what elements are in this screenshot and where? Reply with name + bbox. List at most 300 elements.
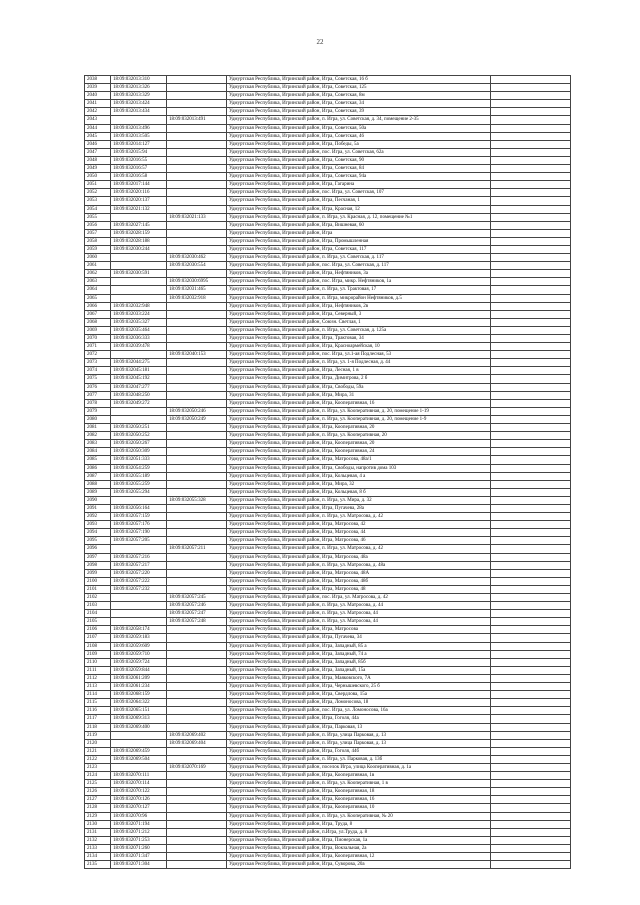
premises-cadastral-cell: 18:09:032070:169 (167, 763, 227, 771)
address-cell: Удмуртская Республика, Игринский район, п. Игра, ул. Кооперативная, д. 20, помещение 1-9 (227, 415, 491, 423)
land-cadastral-cell: 18:09:032057:216 (111, 553, 167, 561)
notes-cell (491, 480, 571, 488)
row-number-cell: 2065 (85, 294, 111, 302)
row-number-cell: 2126 (85, 788, 111, 796)
row-number-cell: 2095 (85, 537, 111, 545)
address-cell: Удмуртская Республика, Игринский район, п. Игра, улица Парковая, д. 13 (227, 731, 491, 739)
premises-cadastral-cell (167, 318, 227, 326)
address-cell: Удмуртская Республика, Игринский район, Игра, Советская, 117 (227, 245, 491, 253)
land-cadastral-cell: 18:09:032069:504 (111, 755, 167, 763)
notes-cell (491, 237, 571, 245)
address-cell: Удмуртская Республика, Игринский район, п. Игра, улица Парковая, д. 13 (227, 739, 491, 747)
premises-cadastral-cell (167, 343, 227, 351)
land-cadastral-cell: 18:09:032048:250 (111, 391, 167, 399)
premises-cadastral-cell (167, 100, 227, 108)
address-cell: Удмуртская Республика, Игринский район, Игра, Кооперативная, 20 (227, 424, 491, 432)
table-row (85, 642, 571, 650)
premises-cadastral-cell (167, 861, 227, 869)
row-number-cell: 2107 (85, 634, 111, 642)
row-number-cell: 2105 (85, 618, 111, 626)
notes-cell (491, 853, 571, 861)
notes-cell (491, 440, 571, 448)
table-row (85, 650, 571, 658)
land-cadastral-cell: 18:09:032016:57 (111, 165, 167, 173)
premises-cadastral-cell (167, 723, 227, 731)
row-number-cell: 2075 (85, 375, 111, 383)
row-number-cell: 2116 (85, 707, 111, 715)
property-table (84, 75, 571, 869)
row-number-cell: 2088 (85, 480, 111, 488)
table-row (85, 658, 571, 666)
row-number-cell: 2071 (85, 343, 111, 351)
table-row (85, 836, 571, 844)
land-cadastral-cell: 18:09:032049:272 (111, 399, 167, 407)
row-number-cell: 2041 (85, 100, 111, 108)
table-row (85, 812, 571, 820)
notes-cell (491, 124, 571, 132)
row-number-cell: 2114 (85, 691, 111, 699)
notes-cell (491, 683, 571, 691)
notes-cell (491, 165, 571, 173)
address-cell: Удмуртская Республика, Игринский район, пос. Игра, ул.1-ая Подлесная, 53 (227, 351, 491, 359)
premises-cadastral-cell: 18:09:032057:246 (167, 602, 227, 610)
notes-cell (491, 76, 571, 84)
row-number-cell: 2087 (85, 472, 111, 480)
address-cell: Удмуртская Республика, Игринский район, п. Игра, ул. Красная, д. 12, помещение №1 (227, 213, 491, 221)
land-cadastral-cell (111, 278, 167, 286)
notes-cell (491, 496, 571, 504)
address-cell: Удмуртская Республика, Игринский район, Игра, Нефтяников, 3а (227, 270, 491, 278)
address-cell: Удмуртская Республика, Игринский район, п. Игра, ул. Советская, д. 125а (227, 326, 491, 334)
land-cadastral-cell: 18:09:032014:127 (111, 140, 167, 148)
notes-cell (491, 456, 571, 464)
land-cadastral-cell (111, 351, 167, 359)
land-cadastral-cell: 18:09:032020:137 (111, 197, 167, 205)
premises-cadastral-cell (167, 642, 227, 650)
row-number-cell: 2074 (85, 367, 111, 375)
row-number-cell: 2059 (85, 245, 111, 253)
address-cell: Удмуртская Республика, Игринский район, п. Игра, ул. Матросова, д. 48а (227, 561, 491, 569)
premises-cadastral-cell (167, 691, 227, 699)
table-row (85, 755, 571, 763)
table-row (85, 197, 571, 205)
notes-cell (491, 545, 571, 553)
row-number-cell: 2078 (85, 399, 111, 407)
table-row (85, 585, 571, 593)
address-cell: Удмуртская Республика, Игринский район, п. Игра, ул. Трактовая, 17 (227, 286, 491, 294)
notes-cell (491, 521, 571, 529)
land-cadastral-cell: 18:09:032016:55 (111, 156, 167, 164)
land-cadastral-cell: 18:09:032036:333 (111, 335, 167, 343)
address-cell: Удмуртская Республика, Игринский район, пос. Игра, ул. Советская, д. 117 (227, 262, 491, 270)
land-cadastral-cell: 18:09:032069:400 (111, 723, 167, 731)
premises-cadastral-cell (167, 432, 227, 440)
notes-cell (491, 699, 571, 707)
premises-cadastral-cell: 18:09:032050:249 (167, 415, 227, 423)
notes-cell (491, 861, 571, 869)
row-number-cell: 2091 (85, 504, 111, 512)
premises-cadastral-cell (167, 92, 227, 100)
row-number-cell: 2063 (85, 278, 111, 286)
notes-cell (491, 254, 571, 262)
row-number-cell: 2099 (85, 569, 111, 577)
address-cell: Удмуртская Республика, Игринский район, Игра, Матросова, 48 (227, 585, 491, 593)
row-number-cell: 2117 (85, 715, 111, 723)
land-cadastral-cell: 18:09:032057:217 (111, 561, 167, 569)
notes-cell (491, 294, 571, 302)
notes-cell (491, 755, 571, 763)
notes-cell (491, 529, 571, 537)
address-cell: Удмуртская Республика, Игринский район, п. Игра, ул. Кооперативная, 1 в (227, 780, 491, 788)
land-cadastral-cell (111, 407, 167, 415)
table-row (85, 229, 571, 237)
row-number-cell: 2112 (85, 674, 111, 682)
row-number-cell: 2072 (85, 351, 111, 359)
premises-cadastral-cell (167, 76, 227, 84)
address-cell: Удмуртская Республика, Игринский район, Игра, Свободы, напротив дома 103 (227, 464, 491, 472)
notes-cell (491, 464, 571, 472)
table-row (85, 496, 571, 504)
premises-cadastral-cell (167, 359, 227, 367)
address-cell: Удмуртская Республика, Игринский район, Игра, Димитрова, 2 б (227, 375, 491, 383)
land-cadastral-cell: 18:09:032035:327 (111, 318, 167, 326)
land-cadastral-cell: 18:09:032056:164 (111, 504, 167, 512)
premises-cadastral-cell (167, 181, 227, 189)
row-number-cell: 2090 (85, 496, 111, 504)
notes-cell (491, 205, 571, 213)
notes-cell (491, 472, 571, 480)
row-number-cell: 2132 (85, 836, 111, 844)
table-row (85, 383, 571, 391)
premises-cadastral-cell (167, 796, 227, 804)
land-cadastral-cell: 18:09:032061:234 (111, 683, 167, 691)
land-cadastral-cell: 18:09:032035:464 (111, 326, 167, 334)
address-cell: Удмуртская Республика, Игринский район, п. Игра, ул. Парковая, д. 13б (227, 755, 491, 763)
land-cadastral-cell: 18:09:032033:224 (111, 310, 167, 318)
table-row (85, 237, 571, 245)
row-number-cell: 2135 (85, 861, 111, 869)
table-row (85, 480, 571, 488)
row-number-cell: 2113 (85, 683, 111, 691)
land-cadastral-cell (111, 496, 167, 504)
notes-cell (491, 796, 571, 804)
notes-cell (491, 504, 571, 512)
premises-cadastral-cell (167, 173, 227, 181)
land-cadastral-cell: 18:09:032045:181 (111, 367, 167, 375)
row-number-cell: 2057 (85, 229, 111, 237)
premises-cadastral-cell (167, 521, 227, 529)
land-cadastral-cell: 18:09:032059:609 (111, 642, 167, 650)
address-cell: Удмуртская Республика, Игринский район, Игра, Советская, 46 (227, 132, 491, 140)
premises-cadastral-cell (167, 828, 227, 836)
table-row (85, 820, 571, 828)
address-cell: Удмуртская Республика, Игринский район, Игра, Кольцевая, 4 а (227, 472, 491, 480)
notes-cell (491, 197, 571, 205)
row-number-cell: 2039 (85, 84, 111, 92)
notes-cell (491, 585, 571, 593)
premises-cadastral-cell (167, 820, 227, 828)
table-row (85, 594, 571, 602)
table-row (85, 148, 571, 156)
notes-cell (491, 399, 571, 407)
land-cadastral-cell: 18:09:032057:220 (111, 569, 167, 577)
address-cell: Удмуртская Республика, Игринский район, п. Игра, ул. Советская, д. 117 (227, 254, 491, 262)
notes-cell (491, 650, 571, 658)
land-cadastral-cell: 18:09:032013:434 (111, 108, 167, 116)
row-number-cell: 2068 (85, 318, 111, 326)
address-cell: Удмуртская Республика, Игринский район, пос. Игра, ул. Советская, 62а (227, 148, 491, 156)
land-cadastral-cell: 18:09:032071:212 (111, 828, 167, 836)
table-row (85, 335, 571, 343)
row-number-cell: 2134 (85, 853, 111, 861)
premises-cadastral-cell: 18:09:032069:404 (167, 739, 227, 747)
land-cadastral-cell: 18:09:032050:309 (111, 448, 167, 456)
address-cell: Удмуртская Республика, Игринский район, Игра (227, 229, 491, 237)
row-number-cell: 2053 (85, 197, 111, 205)
premises-cadastral-cell (167, 464, 227, 472)
address-cell: Удмуртская Республика, Игринский район, Игра, Кольцевая, 8 б (227, 488, 491, 496)
row-number-cell: 2050 (85, 173, 111, 181)
land-cadastral-cell: 18:09:032054:259 (111, 464, 167, 472)
premises-cadastral-cell: 18:09:032057:211 (167, 545, 227, 553)
land-cadastral-cell: 18:09:032070:111 (111, 772, 167, 780)
address-cell: Удмуртская Республика, Игринский район, Игра, Советская, 8м (227, 92, 491, 100)
land-cadastral-cell: 18:09:032070:96 (111, 812, 167, 820)
land-cadastral-cell (111, 610, 167, 618)
premises-cadastral-cell (167, 577, 227, 585)
premises-cadastral-cell: 18:09:032030:554 (167, 262, 227, 270)
notes-cell (491, 561, 571, 569)
notes-cell (491, 642, 571, 650)
land-cadastral-cell (111, 116, 167, 124)
notes-cell (491, 634, 571, 642)
premises-cadastral-cell (167, 448, 227, 456)
table-row (85, 683, 571, 691)
row-number-cell: 2103 (85, 602, 111, 610)
notes-cell (491, 763, 571, 771)
address-cell: Удмуртская Республика, Игринский район, п. Игра, ул. Матросова, д. 42 (227, 513, 491, 521)
premises-cadastral-cell: 18:09:032057:245 (167, 594, 227, 602)
address-cell: Удмуртская Республика, Игринский район, Игра, Гоголя, 44а (227, 715, 491, 723)
premises-cadastral-cell (167, 836, 227, 844)
row-number-cell: 2060 (85, 254, 111, 262)
premises-cadastral-cell (167, 424, 227, 432)
table-row (85, 788, 571, 796)
premises-cadastral-cell: 18:09:032030:462 (167, 254, 227, 262)
address-cell: Удмуртская Республика, Игринский район, Игра, Мира, 31 (227, 391, 491, 399)
premises-cadastral-cell (167, 707, 227, 715)
notes-cell (491, 278, 571, 286)
row-number-cell: 2080 (85, 415, 111, 423)
premises-cadastral-cell (167, 788, 227, 796)
notes-cell (491, 780, 571, 788)
notes-cell (491, 326, 571, 334)
row-number-cell: 2061 (85, 262, 111, 270)
land-cadastral-cell: 18:09:032013:326 (111, 84, 167, 92)
row-number-cell: 2048 (85, 156, 111, 164)
table-row (85, 84, 571, 92)
table-row (85, 407, 571, 415)
premises-cadastral-cell (167, 747, 227, 755)
land-cadastral-cell: 18:09:032070:126 (111, 796, 167, 804)
notes-cell (491, 513, 571, 521)
row-number-cell: 2100 (85, 577, 111, 585)
notes-cell (491, 189, 571, 197)
notes-cell (491, 108, 571, 116)
land-cadastral-cell: 18:09:032071:304 (111, 861, 167, 869)
land-cadastral-cell: 18:09:032027:145 (111, 221, 167, 229)
row-number-cell: 2102 (85, 594, 111, 602)
row-number-cell: 2111 (85, 666, 111, 674)
row-number-cell: 2089 (85, 488, 111, 496)
land-cadastral-cell: 18:09:032021:132 (111, 205, 167, 213)
address-cell: Удмуртская Республика, Игринский район, пос. Игра, ул. Матросова, д. 42 (227, 594, 491, 602)
row-number-cell: 2121 (85, 747, 111, 755)
premises-cadastral-cell (167, 561, 227, 569)
address-cell: Удмуртская Республика, Игринский район, Игра, Матросова, 42 (227, 521, 491, 529)
table-row (85, 399, 571, 407)
table-row (85, 610, 571, 618)
address-cell: Удмуртская Республика, Игринский район, Игра, Советская, 84 (227, 165, 491, 173)
table-row (85, 448, 571, 456)
table-row (85, 796, 571, 804)
land-cadastral-cell (111, 286, 167, 294)
table-row (85, 513, 571, 521)
address-cell: Удмуртская Республика, Игринский район, Игра, Матросова, 48а (227, 553, 491, 561)
table-row (85, 472, 571, 480)
premises-cadastral-cell (167, 221, 227, 229)
address-cell: Удмуртская Республика, Игринский район, Игра, Советская, 39 (227, 108, 491, 116)
address-cell: Удмуртская Республика, Игринский район, Игра, Лесная, 1 в (227, 367, 491, 375)
notes-cell (491, 116, 571, 124)
row-number-cell: 2097 (85, 553, 111, 561)
table-row (85, 270, 571, 278)
row-number-cell: 2045 (85, 132, 111, 140)
notes-cell (491, 335, 571, 343)
address-cell: Удмуртская Республика, Игринский район, Игра, Ломоносова, 18 (227, 699, 491, 707)
premises-cadastral-cell: 18:09:032050:246 (167, 407, 227, 415)
table-row (85, 76, 571, 84)
table-row (85, 181, 571, 189)
address-cell: Удмуртская Республика, Игринский район, Игра, Кооперативная, 10 (227, 804, 491, 812)
notes-cell (491, 302, 571, 310)
land-cadastral-cell: 18:09:032059:724 (111, 658, 167, 666)
row-number-cell: 2062 (85, 270, 111, 278)
premises-cadastral-cell (167, 683, 227, 691)
row-number-cell: 2086 (85, 464, 111, 472)
premises-cadastral-cell (167, 229, 227, 237)
notes-cell (491, 245, 571, 253)
address-cell: Удмуртская Республика, Игринский район, Игра, Парковая, 13 (227, 723, 491, 731)
row-number-cell: 2129 (85, 812, 111, 820)
address-cell: Удмуртская Республика, Игринский район, Игра, Кооперативная, 12 (227, 853, 491, 861)
row-number-cell: 2073 (85, 359, 111, 367)
land-cadastral-cell: 18:09:032017:144 (111, 181, 167, 189)
row-number-cell: 2120 (85, 739, 111, 747)
land-cadastral-cell: 18:09:032069:459 (111, 747, 167, 755)
notes-cell (491, 772, 571, 780)
land-cadastral-cell (111, 415, 167, 423)
table-row (85, 108, 571, 116)
notes-cell (491, 788, 571, 796)
land-cadastral-cell: 18:09:032068:159 (111, 691, 167, 699)
table-row (85, 116, 571, 124)
row-number-cell: 2070 (85, 335, 111, 343)
notes-cell (491, 820, 571, 828)
notes-cell (491, 148, 571, 156)
address-cell: Удмуртская Республика, Игринский район, Игра, Советская, 125 (227, 84, 491, 92)
notes-cell (491, 286, 571, 294)
land-cadastral-cell: 18:09:032057:205 (111, 537, 167, 545)
address-cell: Удмуртская Республика, Игринский район, Игра, Песчаная, 1 (227, 197, 491, 205)
premises-cadastral-cell (167, 626, 227, 634)
premises-cadastral-cell (167, 237, 227, 245)
address-cell: Удмуртская Республика, Игринский район, Игра, Пугачева, 28а (227, 504, 491, 512)
table-row (85, 739, 571, 747)
table-row (85, 254, 571, 262)
notes-cell (491, 618, 571, 626)
table-row (85, 310, 571, 318)
row-number-cell: 2098 (85, 561, 111, 569)
row-number-cell: 2085 (85, 456, 111, 464)
row-number-cell: 2076 (85, 383, 111, 391)
table-row (85, 853, 571, 861)
row-number-cell: 2056 (85, 221, 111, 229)
premises-cadastral-cell (167, 715, 227, 723)
notes-cell (491, 488, 571, 496)
land-cadastral-cell: 18:09:032064:322 (111, 699, 167, 707)
table-row (85, 674, 571, 682)
premises-cadastral-cell (167, 853, 227, 861)
row-number-cell: 2115 (85, 699, 111, 707)
notes-cell (491, 432, 571, 440)
row-number-cell: 2106 (85, 626, 111, 634)
table-row (85, 245, 571, 253)
premises-cadastral-cell (167, 488, 227, 496)
table-row (85, 367, 571, 375)
table-row (85, 772, 571, 780)
notes-cell (491, 658, 571, 666)
address-cell: Удмуртская Республика, Игринский район, Игра, Пионерская, 1а (227, 836, 491, 844)
table-row (85, 521, 571, 529)
table-row (85, 359, 571, 367)
address-cell: Удмуртская Республика, Игринский район, Игра, Мира, 32 (227, 480, 491, 488)
table-row (85, 343, 571, 351)
address-cell: Удмуртская Республика, Игринский район, Игра, Свердлова, 15а (227, 691, 491, 699)
address-cell: Удмуртская Республика, Игринский район, пос. Игра, ул. Советская, 107 (227, 189, 491, 197)
premises-cadastral-cell (167, 780, 227, 788)
address-cell: Удмуртская Республика, Игринский район, Игра, Кооперативная, 24 (227, 448, 491, 456)
table-row (85, 602, 571, 610)
row-number-cell: 2096 (85, 545, 111, 553)
premises-cadastral-cell (167, 124, 227, 132)
premises-cadastral-cell (167, 335, 227, 343)
land-cadastral-cell: 18:09:032050:251 (111, 424, 167, 432)
premises-cadastral-cell (167, 529, 227, 537)
notes-cell (491, 804, 571, 812)
premises-cadastral-cell (167, 553, 227, 561)
address-cell: Удмуртская Республика, Игринский район, Игра, Пугачева, 34 (227, 634, 491, 642)
notes-cell (491, 553, 571, 561)
land-cadastral-cell: 18:09:032032:948 (111, 302, 167, 310)
row-number-cell: 2125 (85, 780, 111, 788)
premises-cadastral-cell (167, 399, 227, 407)
notes-cell (491, 92, 571, 100)
premises-cadastral-cell: 18:09:032069:402 (167, 731, 227, 739)
premises-cadastral-cell (167, 472, 227, 480)
address-cell: Удмуртская Республика, Игринский район, п. Игра, микрорайон Нефтяников, д.5 (227, 294, 491, 302)
premises-cadastral-cell (167, 674, 227, 682)
